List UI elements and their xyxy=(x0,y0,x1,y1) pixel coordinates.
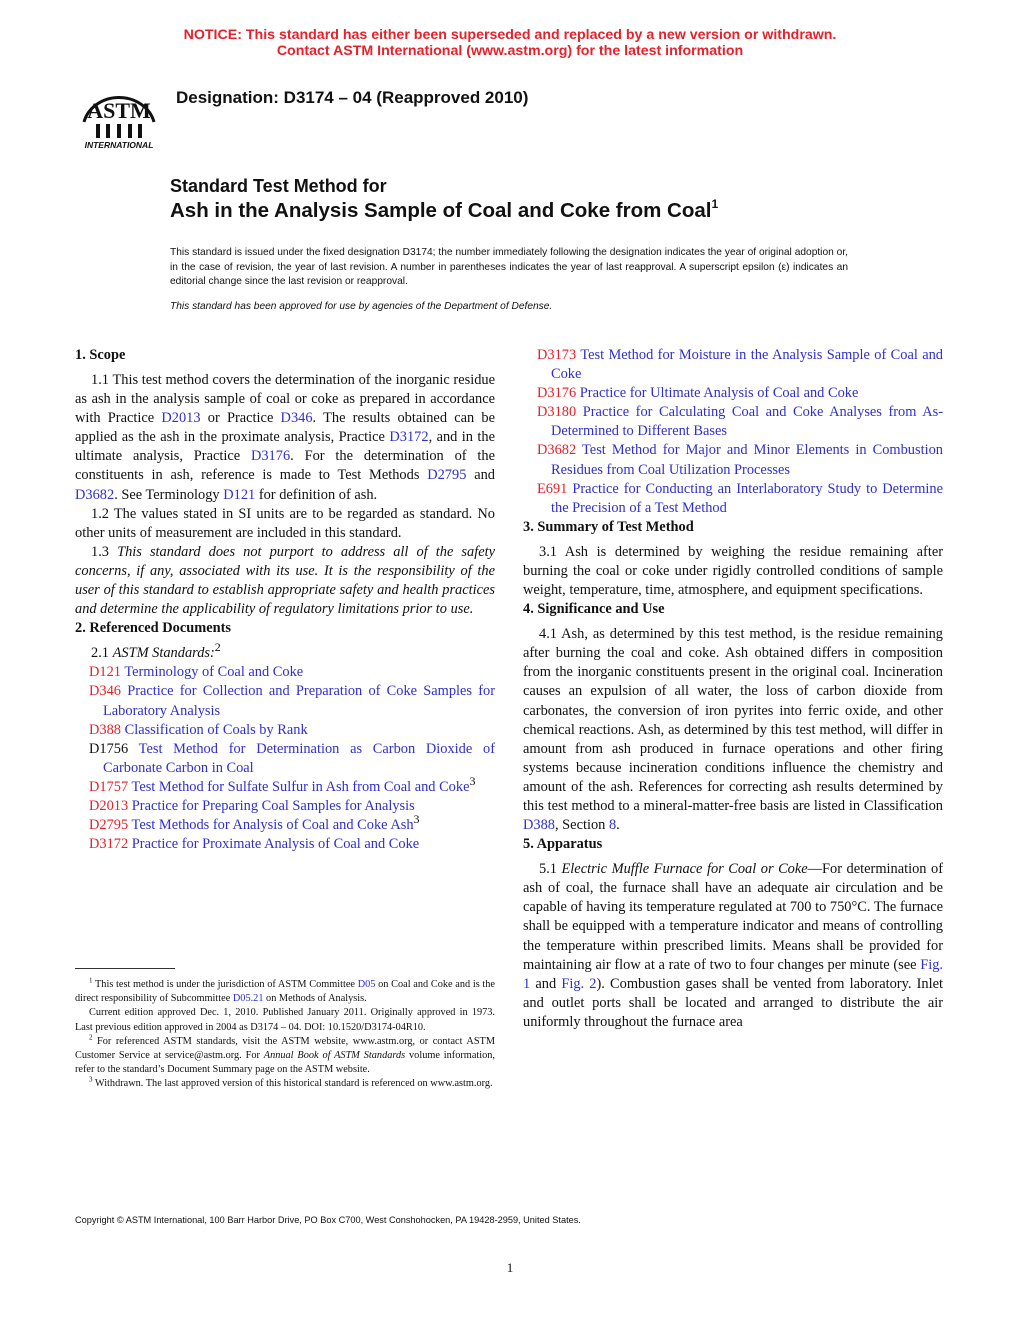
reference-code[interactable]: D3173 xyxy=(537,347,577,363)
reference-title[interactable]: Practice for Collection and Preparation of Coke Samples for Laboratory Analysis xyxy=(103,683,495,719)
link-d388[interactable]: D388 xyxy=(523,817,555,834)
reference-code[interactable]: D3180 xyxy=(537,404,577,421)
footnote-divider xyxy=(75,968,175,969)
footnote-2 xyxy=(75,1035,495,1078)
link-d121[interactable]: D121 xyxy=(223,486,256,503)
reference-title[interactable]: Test Method for Major and Minor Elements in Combustion Residues from Coal Utilization Processes xyxy=(551,442,943,478)
reference-code: D1756 xyxy=(89,740,129,757)
title-line-2-text: Ash in the Analysis Sample of Coal and Coke from Coal xyxy=(170,199,712,222)
safety-statement: This standard does not purport to address all of the safety concerns, if any, associated with its use. It is the responsibility of the user of this standard to establish appropriate safety and health practices and determine the applicability of regulatory limitations prior to use. xyxy=(75,543,495,618)
footnote-mark: 1 xyxy=(89,976,93,985)
reference-entry[interactable] xyxy=(75,774,495,797)
reference-title[interactable]: Practice for Ultimate Analysis of Coal and Coke xyxy=(579,385,859,402)
text: ). Combustion gases shall be vented from laboratory. Inlet and outlet ports shall be located and arranged to distribute the air uniformly throughout the furnace area xyxy=(523,975,943,1030)
text: or Practice xyxy=(200,410,281,427)
astm-standards-label xyxy=(75,640,495,663)
reference-code[interactable]: D2795 xyxy=(89,817,129,834)
text: 1.1 This test method covers the determination of the inorganic residue as ash in the analysis sample of coal or coke as prepared in accordance with Practice xyxy=(75,372,495,427)
para-number: 2.1 xyxy=(91,645,113,662)
para-number: 5.1 xyxy=(539,861,562,878)
title-line-1: Standard Test Method for xyxy=(170,176,387,196)
link-d3176[interactable]: D3176 xyxy=(250,448,291,465)
reference-title[interactable]: Practice for Preparing Coal Samples for Analysis xyxy=(131,797,415,814)
link-subcommittee-d05-21[interactable]: D05.21 xyxy=(232,993,264,1005)
title-line-2 xyxy=(170,197,890,224)
book-title: Annual Book of ASTM Standards xyxy=(263,1050,406,1062)
reference-entry[interactable] xyxy=(75,682,495,720)
scope-para-3 xyxy=(75,543,495,619)
para-number: 1.3 xyxy=(91,543,118,560)
summary-heading: 3. Summary of Test Method xyxy=(523,518,694,535)
reference-entry[interactable] xyxy=(75,835,495,854)
footnote-mark: 3 xyxy=(469,774,476,789)
text: and xyxy=(466,467,495,484)
link-committee-d05[interactable]: D05 xyxy=(357,979,376,990)
reference-title[interactable]: Terminology of Coal and Coke xyxy=(124,664,304,681)
logo-text: ASTM xyxy=(87,98,151,123)
reference-code[interactable]: D3682 xyxy=(537,442,577,459)
reference-code[interactable]: D3176 xyxy=(537,385,577,402)
item-label: Electric Muffle Furnace for Coal or Coke xyxy=(561,861,808,878)
reference-title[interactable]: Practice for Proximate Analysis of Coal and Coke xyxy=(131,836,420,853)
copyright: Copyright © ASTM International, 100 Barr Harbor Drive, PO Box C700, West Conshohocken, PA 19428-2959, United States. xyxy=(75,1215,581,1225)
footnote-mark: 2 xyxy=(89,1033,93,1042)
footnote-3 xyxy=(75,1077,495,1091)
referenced-heading: 2. Referenced Documents xyxy=(75,620,231,637)
text: —For determination of ash of coal, the furnace shall have an adequate air circulation and be capable of having its temperature regulated at 700 to 750°C. The furnace shall be equipped with a temperature indicator and means of controlling the temperature within prescribed limits. Means shall be provided for maintaining air flow at a rate of two to four changes per minute (see xyxy=(523,861,943,973)
text: . For the determination of the constituents in ash, reference is made to Test Methods xyxy=(75,448,495,484)
text: This test method is under the jurisdiction of ASTM Committee xyxy=(92,979,358,990)
reference-code[interactable]: D2013 xyxy=(89,797,129,814)
link-fig-2[interactable]: Fig. 2 xyxy=(561,975,597,992)
text: For referenced ASTM standards, visit the ASTM website, www.astm.org, or contact ASTM Customer Service at service@astm.org. For xyxy=(75,1035,495,1062)
left-column xyxy=(75,346,495,854)
scope-para-2: 1.2 The values stated in SI units are to be regarded as standard. No other units of measurement are included in this standard. xyxy=(75,505,495,541)
reference-entry[interactable] xyxy=(523,441,943,479)
significance-heading: 4. Significance and Use xyxy=(523,601,665,618)
link-d3172[interactable]: D3172 xyxy=(389,429,429,446)
text: for definition of ash. xyxy=(255,486,378,503)
issue-note: This standard is issued under the fixed designation D3174; the number immediately following the designation indicates the year of original adoption or, in the case of revision, the year of last revision. A number in parentheses indicates the year of last reapproval. A superscript epsilon (ε) indicates an editorial change since the last revision or reapproval. xyxy=(170,247,848,288)
summary-para-1: 3.1 Ash is determined by weighing the residue remaining after burning the coal or coke under rigidly controlled conditions of sample weight, temperature, time, atmosphere, and equipment specifications. xyxy=(523,543,943,599)
text: Withdrawn. The last approved version of this historical standard is referenced on www.astm.org. xyxy=(92,1078,493,1090)
reference-title[interactable]: Test Method for Sulfate Sulfur in Ash from Coal and Coke xyxy=(131,778,470,795)
notice-line-1: NOTICE: This standard has either been superseded and replaced by a new version or withdrawn. xyxy=(183,27,837,43)
withdrawal-notice xyxy=(0,27,1020,59)
text: . The results obtained can be applied as the ash in the proximate analysis, Practice xyxy=(75,410,496,446)
title-footnote-mark: 1 xyxy=(711,197,719,211)
link-section-8[interactable]: 8 xyxy=(608,817,617,834)
footnote-1 xyxy=(75,978,495,1006)
text: , and in the ultimate analysis, Practice xyxy=(75,429,495,465)
reference-entry[interactable] xyxy=(523,346,943,384)
link-d2795[interactable]: D2795 xyxy=(427,467,467,484)
significance-para-1 xyxy=(523,625,943,835)
footnote-mark: 2 xyxy=(214,640,221,655)
reference-entry[interactable] xyxy=(523,403,943,441)
reference-entry[interactable] xyxy=(75,812,495,835)
reference-code[interactable]: D121 xyxy=(89,664,121,681)
page-number: 1 xyxy=(506,1260,514,1275)
reference-title[interactable]: Test Methods for Analysis of Coal and Coke Ash xyxy=(131,817,414,834)
footnote-1-edition: Current edition approved Dec. 1, 2010. Published January 2011. Originally approved in 1973. Last previous edition approved in 2004 as D3174 – 04. DOI: 10.1520/D3174-04R10. xyxy=(75,1007,495,1033)
text: on Methods of Analysis. xyxy=(263,993,367,1005)
logo-subtitle: INTERNATIONAL xyxy=(84,140,154,150)
text: . See Terminology xyxy=(114,486,224,503)
text: volume information, refer to the standard’s Document Summary page on the ASTM website. xyxy=(75,1050,495,1076)
text: and xyxy=(530,975,562,992)
scope-para-1 xyxy=(75,371,495,505)
label: ASTM Standards: xyxy=(112,645,215,662)
link-d346[interactable]: D346 xyxy=(280,410,313,427)
reference-code[interactable]: D1757 xyxy=(89,778,129,795)
reference-title[interactable]: Practice for Calculating Coal and Coke Analyses from As-Determined to Different Bases xyxy=(551,404,944,440)
reference-entry[interactable] xyxy=(523,480,943,518)
text: , Section xyxy=(554,817,609,834)
footnote-mark: 3 xyxy=(89,1076,93,1084)
reference-title[interactable]: Test Method for Determination as Carbon Dioxide of Carbonate Carbon in Coal xyxy=(103,740,495,776)
reference-title[interactable]: Test Method for Moisture in the Analysis Sample of Coal and Coke xyxy=(551,347,943,383)
reference-title[interactable]: Practice for Conducting an Interlaboratory Study to Determine the Precision of a Test Method xyxy=(551,480,943,516)
designation: Designation: D3174 – 04 (Reapproved 2010) xyxy=(176,88,529,107)
link-d3682[interactable]: D3682 xyxy=(75,486,115,503)
footnote-mark: 3 xyxy=(413,812,420,827)
footnotes xyxy=(75,978,495,1092)
reference-entry[interactable] xyxy=(75,721,495,740)
reference-entry[interactable] xyxy=(75,740,495,778)
reference-list-right xyxy=(523,346,943,518)
right-column xyxy=(523,346,943,1032)
link-d2013[interactable]: D2013 xyxy=(161,410,201,427)
apparatus-para-1 xyxy=(523,860,943,1032)
scope-heading: 1. Scope xyxy=(75,347,126,363)
reference-code[interactable]: D346 xyxy=(89,683,121,700)
document-title xyxy=(170,175,890,224)
reference-entry[interactable] xyxy=(75,797,495,816)
reference-code[interactable]: D3172 xyxy=(89,836,129,853)
text: on Coal and Coke and is the direct responsibility of Subcommittee xyxy=(75,979,495,1005)
reference-title[interactable]: Classification of Coals by Rank xyxy=(124,721,308,738)
astm-logo xyxy=(76,78,162,152)
reference-entry[interactable] xyxy=(75,663,495,682)
text: . xyxy=(616,817,620,834)
reference-list-left xyxy=(75,663,495,854)
approval-note: This standard has been approved for use by agencies of the Department of Defense. xyxy=(170,301,553,312)
notice-line-2: Contact ASTM International (www.astm.org) for the latest information xyxy=(276,43,744,59)
reference-entry[interactable] xyxy=(523,384,943,403)
reference-code[interactable]: D388 xyxy=(89,721,121,738)
apparatus-heading: 5. Apparatus xyxy=(523,836,603,853)
reference-code[interactable]: E691 xyxy=(537,480,568,497)
text: 4.1 Ash, as determined by this test method, is the residue remaining after burning the coal and coke. Ash obtained differs in composition from the inorganic constituents present in the original coal. Incineration causes an expulsion of all water, the loss of carbon dioxide from carbonates, the conversion of iron pyrites into ferric oxide, and other chemical reactions. Ash, as determined by this test method, will differ in amount from ash produced in furnace operations and other firing systems because incineration conditions influence the chemistry and amount of the ash. References for correcting ash results determined by this test method to a mineral-matter-free basis are listed in Classification xyxy=(523,626,943,814)
link-fig-1[interactable]: Fig. 1 xyxy=(523,956,943,992)
